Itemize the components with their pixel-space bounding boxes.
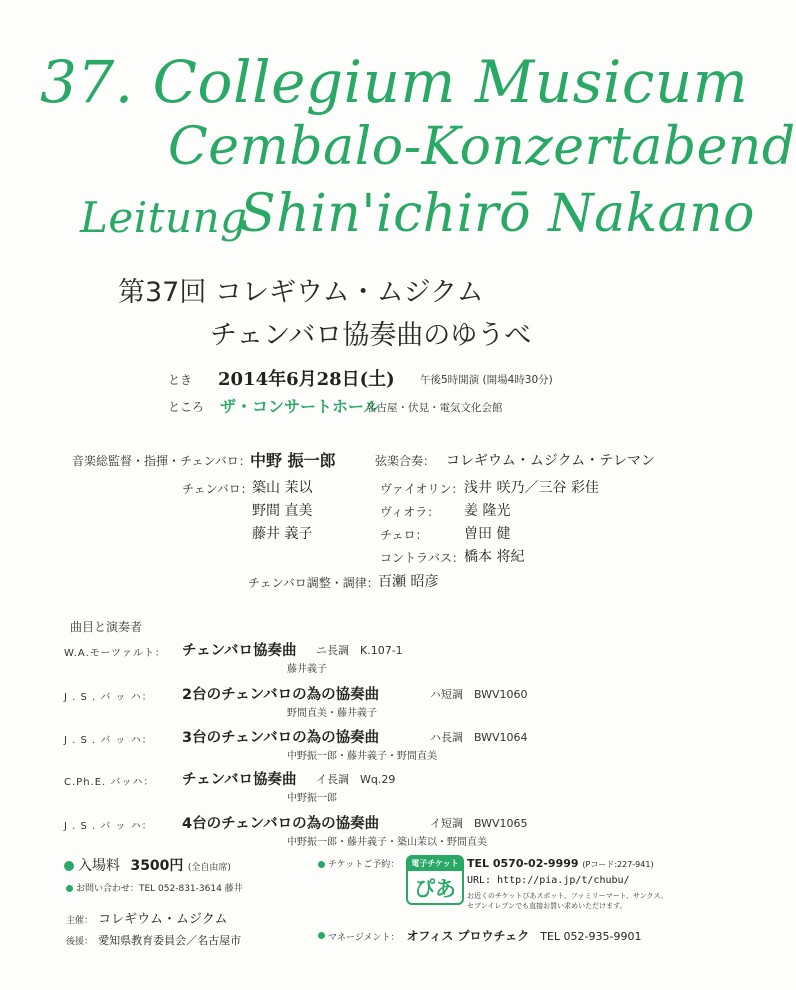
program-performers: 中野振一郎 [287, 793, 337, 804]
cello-label: チェロ： [380, 528, 428, 542]
program-composer: C.Ph.E. バッハ： [64, 777, 155, 788]
bullet-icon [66, 885, 73, 892]
support [66, 929, 241, 948]
heading-line-1: 37. Collegium Musicum [40, 48, 749, 116]
host-name: コレギウム・ムジクム [98, 912, 228, 927]
host-label: 主催： [66, 916, 94, 926]
cembalo-name-2: 野間 直美 [252, 503, 313, 519]
inquiry-text: お問い合わせ：TEL 052-831-3614 藤井 [76, 884, 243, 894]
ticket-label [318, 857, 399, 870]
program-work: 3台のチェンバロの為の協奏曲 [182, 730, 380, 746]
cello-name: 曽田 健 [464, 526, 511, 542]
support-name: 愛知県教育委員会／名古屋市 [98, 934, 242, 947]
cembalo-label: チェンバロ： [182, 482, 253, 496]
tuning-label: チェンバロ調整・調律： [248, 576, 379, 590]
viola-label: ヴィオラ： [380, 505, 440, 519]
strings-name: コレギウム・ムジクム・テレマン [446, 453, 656, 469]
program-key: イ長調 Wq.29 [316, 773, 396, 786]
cembalo-name-3: 藤井 義子 [252, 526, 313, 542]
event-time: 午後5時開演 (開場4時30分) [420, 374, 553, 386]
admission-note: (全自由席) [187, 863, 231, 873]
heading-line-3-right: Shin'ichirō Nakano [240, 184, 755, 244]
tuning-name: 百瀬 昭彦 [378, 574, 439, 590]
management-name: オフィス プロウチェク [406, 929, 530, 943]
cembalo-name-1: 築山 茉以 [252, 480, 313, 496]
violin-label: ヴァイオリン： [380, 482, 464, 496]
management [318, 925, 641, 944]
director-label: 音楽総監督・指揮・チェンバロ： [72, 454, 251, 468]
program-work: 2台のチェンバロの為の協奏曲 [182, 687, 380, 703]
heading-line-3-left: Leitung [80, 193, 248, 242]
pia-pcode: (Pコード:227-941) [582, 860, 654, 869]
pia-logo [406, 855, 464, 905]
host [66, 908, 227, 927]
pia-tel [467, 857, 654, 870]
program-key: ニ長調 K.107-1 [316, 644, 403, 657]
program-performers: 藤井義子 [287, 664, 327, 675]
admission [64, 855, 231, 875]
admission-value: 3500円 [130, 858, 184, 874]
program-work: チェンバロ協奏曲 [182, 643, 297, 659]
management-label: マネージメント： [328, 933, 400, 943]
contrabass-name: 橋本 将紀 [464, 549, 525, 565]
program-performers: 野間直美・藤井義子 [287, 708, 377, 719]
jp-title-line-1: 第37回 コレギウム・ムジクム [118, 277, 484, 308]
strings-label: 弦楽合奏： [375, 454, 436, 468]
support-label: 後援： [66, 937, 94, 947]
event-date: 2014年6月28日(土) [218, 369, 395, 390]
bullet-icon [318, 932, 325, 939]
pia-logo-bottom: ぴあ [414, 877, 456, 901]
program-key: ハ短調 BWV1060 [430, 688, 528, 701]
bullet-icon [318, 861, 325, 868]
ticket-label-text: チケットご予約： [328, 860, 400, 870]
bullet-icon [64, 861, 74, 871]
program-composer: J . S . バ ッ ハ： [64, 735, 153, 746]
program-key: イ短調 BWV1065 [430, 817, 528, 830]
program-key: ハ長調 BWV1064 [430, 731, 528, 744]
program-composer: J . S . バ ッ ハ： [64, 692, 153, 703]
viola-name: 姜 隆光 [464, 503, 511, 519]
program-performers: 中野振一郎・藤井義子・野間直美 [287, 751, 437, 762]
management-tel: TEL 052-935-9901 [540, 930, 642, 943]
contrabass-label: コントラバス： [380, 551, 465, 565]
program-heading: 曲目と演奏者 [70, 620, 143, 634]
violin-name: 浅井 咲乃／三谷 彩佳 [464, 480, 599, 496]
program-composer: W.A.モーツァルト： [64, 648, 166, 659]
program-composer: J . S . バ ッ ハ： [64, 821, 153, 832]
heading-line-2: Cembalo-Konzertabend [168, 117, 796, 177]
admission-label: 入場料 [78, 858, 120, 874]
program-work: 4台のチェンバロの為の協奏曲 [182, 816, 380, 832]
jp-title-line-2: チェンバロ協奏曲のゆうべ [210, 320, 532, 351]
inquiry [66, 881, 243, 894]
venue-name: ザ・コンサートホール [220, 397, 380, 416]
pia-note-2: セブンイレブンでも直接お買い求めいただけます。 [467, 902, 627, 910]
pia-url[interactable]: URL: http://pia.jp/t/chubu/ [467, 875, 630, 886]
program-performers: 中野振一郎・藤井義子・築山茉以・野間直美 [287, 837, 487, 848]
director-name: 中野 振一郎 [250, 451, 336, 470]
venue-address: 名古屋・伏見・電気文化会館 [366, 402, 503, 414]
pia-note-1: お近くのチケットぴあスポット、ファミリーマート、サンクス、 [467, 892, 668, 900]
pia-tel-number: TEL 0570-02-9999 [467, 857, 579, 870]
pia-logo-top: 電子チケット [408, 857, 462, 871]
where-label: ところ [168, 400, 205, 414]
when-label: とき [168, 373, 193, 387]
program-work: チェンバロ協奏曲 [182, 772, 297, 788]
